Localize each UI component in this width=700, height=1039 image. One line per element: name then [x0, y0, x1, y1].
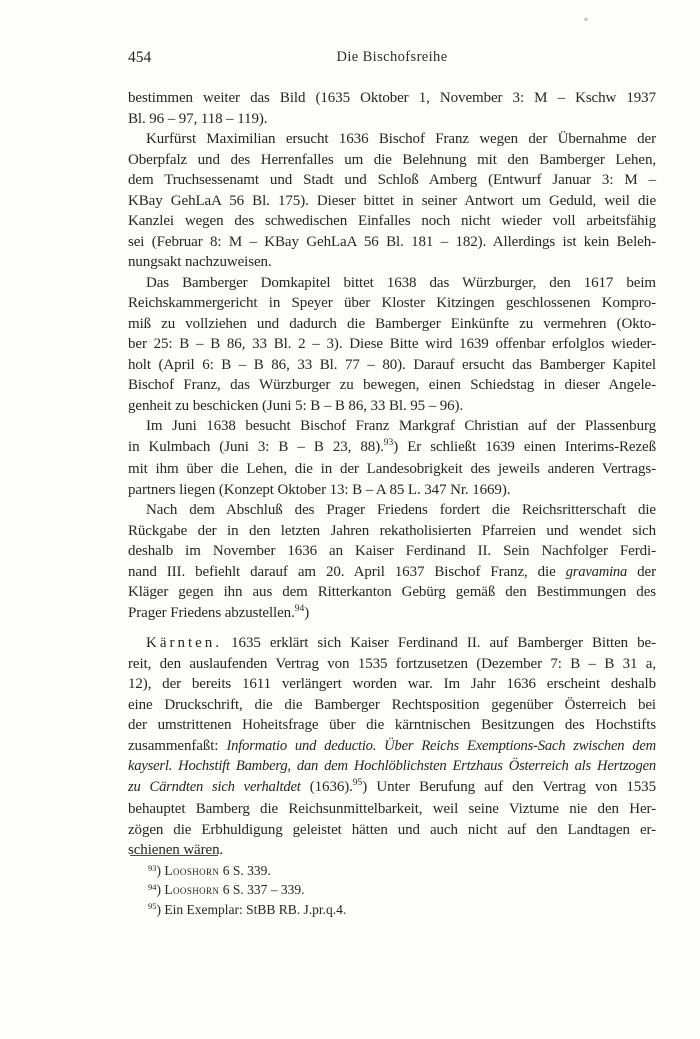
footnote-marker: 95 — [352, 778, 363, 788]
text-line — [128, 355, 656, 376]
footnote-list — [128, 862, 656, 920]
text-segment: Kläger gegen ihn aus dem Ritterkanton Gebürg gemäß den Bestimmungen des — [128, 584, 656, 600]
text-segment: Informatio und deductio. Über Reichs Exemptions-Sach zwischen dem — [226, 737, 657, 754]
footnote — [128, 881, 656, 900]
text-line — [128, 695, 656, 716]
text-line — [128, 293, 656, 314]
text-segment: Kurfürst Maximilian ersucht 1636 Bischof Franz wegen der Übernahme der — [146, 131, 656, 147]
text-segment: 6 S. 337 – 339. — [219, 882, 305, 898]
paragraph — [128, 500, 656, 625]
text-segment: nand III. befiehlt darauf am 20. April 1637 Bischof Franz, die — [128, 563, 566, 580]
text-segment: miß zu vollziehen und dadurch die Bamberger Einkünfte zu vermehren (Okto- — [128, 315, 656, 332]
text-segment: gravamina — [565, 563, 628, 580]
text-line — [128, 715, 656, 736]
text-segment: mit ihm über die Lehen, die in der Landesobrigkeit des jeweils anderen Vertrags- — [128, 461, 656, 477]
footnote-marker: 93 — [148, 862, 157, 873]
text-segment: ) — [156, 882, 165, 898]
text-segment: (1636). — [300, 778, 353, 795]
body-text — [128, 88, 656, 861]
footnote — [128, 901, 656, 920]
text-line — [128, 799, 656, 820]
paragraph — [128, 416, 656, 500]
text-line — [128, 582, 656, 603]
text-segment: Rückgabe der in den letzten Jahren rekatholisierten Pfarreien und wendet sich — [128, 522, 656, 539]
text-line — [128, 603, 656, 626]
footnote-marker: 95 — [148, 901, 157, 912]
text-line — [128, 756, 656, 777]
text-line — [128, 211, 656, 232]
text-segment: Bl. 96 – 97, 118 – 119). — [128, 110, 268, 127]
text-segment: der — [627, 563, 656, 580]
text-line — [128, 375, 656, 396]
text-segment: ) Unter Berufung auf den Vertrag von 1535 — [362, 778, 656, 795]
text-line — [128, 541, 656, 562]
paragraph — [128, 633, 656, 861]
text-segment: reit, den auslaufenden Vertrag von 1535 fortzusetzen (Dezember 7: B – B 31 a, — [128, 655, 656, 672]
text-segment: Im Juni 1638 besucht Bischof Franz Markgraf Christian auf der Plassenburg — [146, 418, 656, 434]
page-header — [128, 49, 656, 69]
text-segment: nungsakt nachzuweisen. — [128, 254, 272, 270]
text-segment: ) — [304, 604, 310, 621]
text-segment: dem Truchsessenamt und Stadt und Schloß Amberg (Entwurf Januar 3: M – — [128, 172, 656, 188]
text-segment: behauptet Bamberg die Reichsunmittelbarkeit, weil seine Viztume nie den Her- — [128, 801, 656, 817]
text-segment: sei (Februar 8: M – KBay GehLaA 56 Bl. 181 – 182). Allerdings ist kein Beleh- — [128, 233, 656, 250]
text-line — [128, 521, 656, 542]
text-segment: zu Cärndten sich verhaltdet — [128, 778, 301, 795]
footnote-marker: 93 — [383, 438, 394, 448]
text-segment: Bischof Franz, das Würzburger zu bewegen, einen Schiedstag in dieser Angele- — [128, 377, 656, 393]
paragraph — [128, 273, 656, 417]
text-line — [128, 777, 656, 800]
text-line — [128, 480, 656, 501]
text-segment: partners liegen (Konzept Oktober 13: B – A 85 L. 347 Nr. 1669). — [128, 481, 511, 498]
text-line — [128, 88, 656, 109]
text-segment: KBay GehLaA 56 Bl. 175). Dieser bittet in seiner Antwort um Geduld, weil die — [128, 192, 656, 209]
paragraph — [128, 129, 656, 273]
text-segment: in Kulmbach (Juni 3: B – B 23, 88). — [128, 438, 384, 455]
text-line — [128, 500, 656, 521]
text-segment: holt (April 6: B – B 86, 33 Bl. 77 – 80). Darauf ersucht das Bamberger Kapitel — [128, 356, 656, 373]
text-line — [128, 674, 656, 695]
text-line — [128, 459, 656, 480]
text-line — [128, 396, 656, 417]
paragraph — [128, 88, 656, 129]
text-segment: Kärnten. — [146, 635, 223, 651]
text-line — [128, 820, 656, 841]
text-line — [128, 437, 656, 460]
text-segment: ber 25: B – B 86, 33 Bl. 2 – 3). Diese Bitte wird 1639 offenbar erfolglos wieder- — [128, 336, 656, 352]
text-segment: Oberpfalz und des Herrenfalles um die Belehnung mit den Bamberger Lehen, — [128, 151, 656, 168]
text-line — [128, 150, 656, 171]
text-line — [128, 232, 656, 253]
text-segment: der umstrittenen Hoheitsfrage über die kärntnischen Besitzungen des Hochstifts — [128, 717, 656, 733]
footnote-marker: 94 — [294, 604, 305, 614]
text-segment: Kanzlei wegen des schwedischen Einfalles noch nicht wieder voll arbeitsfähig — [128, 213, 656, 229]
text-segment: Das Bamberger Domkapitel bittet 1638 das Würzburger, den 1617 beim — [146, 274, 656, 291]
text-segment: bestimmen weiter das Bild (1635 Oktober 1, November 3: M – Kschw 1937 — [128, 90, 656, 106]
text-segment: deshalb im November 1636 an Kaiser Ferdinand II. Sein Nachfolger Ferdi- — [128, 543, 656, 559]
text-segment: Nach dem Abschluß des Prager Friedens fordert die Reichsritterschaft die — [146, 502, 656, 518]
page-number: 454 — [128, 49, 152, 66]
running-head: Die Bischofsreihe — [336, 49, 448, 65]
text-line — [128, 334, 656, 355]
text-line — [128, 170, 656, 191]
text-segment: ) Er schließt 1639 einen Interims-Rezeß — [393, 438, 656, 455]
text-segment: genheit zu beschicken (Juni 5: B – B 86, 33 Bl. 95 – 96). — [128, 397, 464, 414]
text-segment: Reichskammergericht in Speyer über Kloster Kitzingen geschlossenen Kompro- — [128, 295, 656, 311]
text-segment: kayserl. Hochstift Bamberg, dan dem Hochlöblichsten Ertzhaus Österreich als Hertzogen — [128, 758, 656, 774]
text-segment: 6 S. 339. — [219, 863, 271, 878]
text-segment: ) Ein Exemplar: StBB RB. J.pr.q.4. — [156, 901, 347, 917]
text-segment: Looshorn — [164, 882, 220, 898]
text-line — [128, 633, 656, 654]
text-line — [128, 562, 656, 583]
footnotes-section — [128, 855, 656, 920]
text-segment: Looshorn — [164, 863, 220, 878]
text-segment: ) — [156, 863, 165, 878]
text-segment: zögen die Erbhuldigung geleistet hätten und auch nicht auf den Landtagen er- — [128, 821, 656, 838]
text-line — [128, 252, 656, 273]
text-line — [128, 129, 656, 150]
text-line — [128, 736, 656, 757]
text-line — [128, 109, 656, 130]
text-line — [128, 314, 656, 335]
footnote-marker: 94 — [148, 881, 157, 892]
text-line — [128, 191, 656, 212]
text-line — [128, 654, 656, 675]
text-line — [128, 273, 656, 294]
footnote — [128, 862, 656, 881]
text-segment: schienen wären. — [128, 842, 224, 858]
text-segment: 12), der bereits 1611 verlängert worden war. Im Jahr 1636 erscheint deshalb — [128, 676, 656, 692]
text-segment: zusammenfaßt: — [128, 737, 227, 754]
text-line — [128, 416, 656, 437]
footnote-rule — [130, 855, 218, 856]
text-segment: eine Druckschrift, die die Bamberger Rechtsposition gegenüber Österreich bei — [128, 696, 656, 713]
scan-artifact — [584, 18, 588, 21]
text-segment: 1635 erklärt sich Kaiser Ferdinand II. auf Bamberger Bitten be- — [222, 635, 656, 651]
text-segment: Prager Friedens abzustellen. — [128, 604, 295, 621]
